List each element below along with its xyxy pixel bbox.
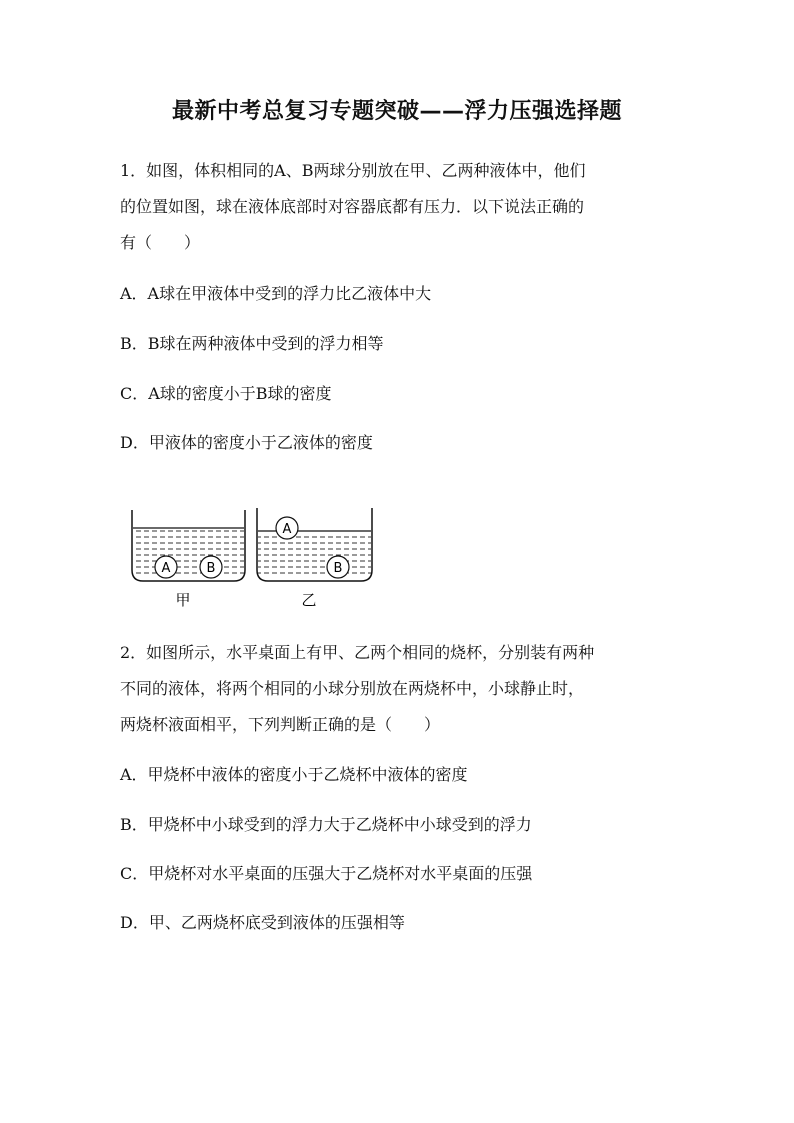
q2-option-a: A．甲烧杯中液体的密度小于乙烧杯中液体的密度 [120, 765, 468, 784]
q1-stem-line-1: 1．如图，体积相同的A、B两球分别放在甲、乙两种液体中，他们 [120, 161, 586, 180]
q2-option-b: B．甲烧杯中小球受到的浮力大于乙烧杯中小球受到的浮力 [120, 815, 532, 834]
q1-stem-line-3: 有（ ） [120, 233, 201, 252]
liquid-right [258, 531, 371, 578]
q1-option-b: B．B球在两种液体中受到的浮力相等 [120, 334, 384, 353]
liquid-left [133, 528, 244, 578]
ball-b-left [200, 556, 222, 578]
ball-b-right [327, 556, 349, 578]
q2-stem-line-3: 两烧杯液面相平，下列判断正确的是（ ） [120, 715, 441, 734]
ball-a-left [155, 556, 177, 578]
ball-b-right-label: B [333, 561, 343, 576]
q1-figure [120, 498, 390, 613]
beaker-right [257, 508, 372, 609]
ball-a-right-label: A [282, 522, 292, 537]
beaker-left [132, 510, 245, 609]
page-title: 最新中考总复习专题突破——浮力压强选择题 [171, 99, 622, 124]
q2-stem-line-2: 不同的液体，将两个相同的小球分别放在两烧杯中，小球静止时， [120, 679, 585, 698]
q1-option-d: D．甲液体的密度小于乙液体的密度 [120, 433, 373, 452]
q1-option-a: A．A球在甲液体中受到的浮力比乙液体中大 [120, 284, 432, 303]
q1-stem-line-2: 的位置如图，球在液体底部时对容器底都有压力．以下说法正确的 [120, 197, 585, 216]
q1-option-c: C．A球的密度小于B球的密度 [120, 384, 332, 403]
label-jia: 甲 [175, 591, 191, 609]
ball-a-right [276, 517, 298, 539]
label-yi: 乙 [301, 591, 317, 609]
ball-b-left-label: B [206, 561, 216, 576]
q2-stem-line-1: 2．如图所示，水平桌面上有甲、乙两个相同的烧杯，分别装有两种 [120, 643, 595, 662]
q2-option-c: C．甲烧杯对水平桌面的压强大于乙烧杯对水平桌面的压强 [120, 864, 533, 883]
ball-a-left-label: A [161, 561, 171, 576]
q2-option-d: D．甲、乙两烧杯底受到液体的压强相等 [120, 913, 405, 932]
